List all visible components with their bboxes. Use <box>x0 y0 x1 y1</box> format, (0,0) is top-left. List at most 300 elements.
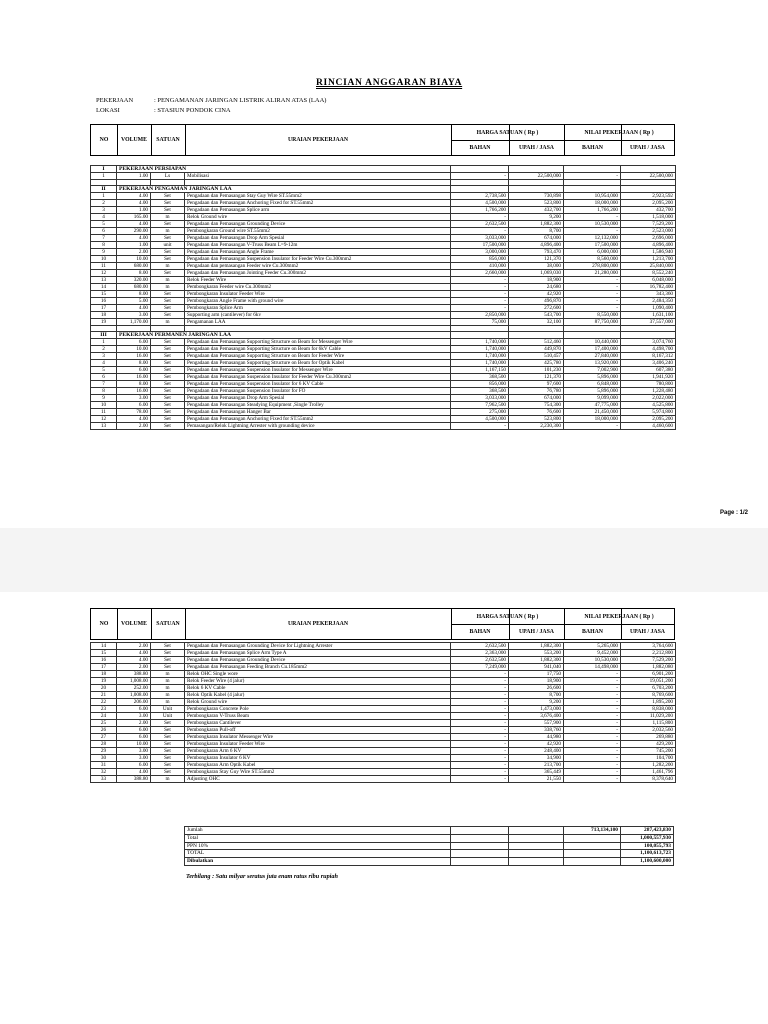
nilai-upah: 8,838,000 <box>621 706 676 713</box>
item-volume: 680.00 <box>117 263 151 270</box>
nilai-bahan: - <box>564 720 621 727</box>
nilai-bahan: 17,500,000 <box>564 242 621 249</box>
item-number: 33 <box>91 776 117 783</box>
item-volume: 4.00 <box>117 235 151 242</box>
harga-upah: 18,900 <box>509 678 564 685</box>
summary-table <box>184 826 674 866</box>
nilai-bahan: - <box>564 228 621 235</box>
nilai-bahan: 9,099,000 <box>564 395 621 402</box>
item-description: Pengadaan dan Pemasangan Splice Arm Type A <box>185 650 451 657</box>
nilai-bahan: - <box>564 173 621 180</box>
nilai-upah: 269,880 <box>621 734 676 741</box>
item-volume: 1.00 <box>117 173 151 180</box>
nilai-upah: 2,022,000 <box>621 395 676 402</box>
nilai-bahan: 21,280,000 <box>564 270 621 277</box>
item-unit: m <box>151 692 185 699</box>
item-unit: Unit <box>151 713 185 720</box>
jumlah-bahan-value: 713,134,100 <box>564 827 621 835</box>
harga-upah: 42,920 <box>509 291 564 298</box>
harga-bahan: 75,000 <box>451 319 509 326</box>
table-row <box>91 193 676 200</box>
table-row <box>91 353 676 360</box>
harga-upah: 8,700 <box>509 692 564 699</box>
harga-bahan: - <box>451 769 509 776</box>
item-description: Pembongkaran Feeder wire Cu.300mm2 <box>185 284 451 291</box>
nilai-upah: 6,901,200 <box>621 671 676 678</box>
meta-label-lokasi: LOKASI <box>96 107 120 114</box>
nilai-bahan: - <box>564 277 621 284</box>
item-unit: Set <box>151 193 185 200</box>
nilai-bahan: - <box>564 692 621 699</box>
item-volume: 206.00 <box>117 699 151 706</box>
item-number: 14 <box>91 284 117 291</box>
harga-bahan: - <box>451 284 509 291</box>
item-description: Pengadaan dan Pemasangan Hanger Bar <box>185 409 451 416</box>
nilai-upah: 607,380 <box>621 367 676 374</box>
harga-bahan: - <box>451 214 509 221</box>
item-volume: 1,008.00 <box>117 692 151 699</box>
item-volume: 2.00 <box>117 664 151 671</box>
item-description: Pengadaan dan Pemasangan Steadying Equipment ,Single Trolley <box>185 402 451 409</box>
item-description: Pengadaan dan Pemasangan Drop Arm Spesial <box>185 395 451 402</box>
harga-bahan: - <box>451 727 509 734</box>
nilai-upah: 7,529,200 <box>621 657 676 664</box>
harga-bahan: 2,632,500 <box>451 643 509 650</box>
table-row <box>91 256 676 263</box>
harga-upah: 213,700 <box>509 762 564 769</box>
harga-bahan: - <box>451 755 509 762</box>
table-row <box>91 678 676 685</box>
item-volume: 8.00 <box>117 270 151 277</box>
item-description: Pembongkaran Arm Optik Kabel <box>185 762 451 769</box>
harga-bahan: - <box>451 741 509 748</box>
table-row <box>91 657 676 664</box>
harga-upah: 557,900 <box>509 720 564 727</box>
harga-bahan: - <box>451 671 509 678</box>
nilai-upah: 1,115,800 <box>621 720 676 727</box>
item-volume: 2.00 <box>117 423 151 430</box>
nilai-upah: 1,282,200 <box>621 762 676 769</box>
item-unit: Set <box>151 360 185 367</box>
item-description: Pembongkaran Arm 6 KV <box>185 748 451 755</box>
harga-bahan: - <box>451 699 509 706</box>
terbilang-text: Terbilang : Satu milyar seratus juta enam ratus ribu rupiah <box>186 873 338 880</box>
table-row <box>91 762 676 769</box>
harga-bahan: - <box>451 228 509 235</box>
item-volume: 6.00 <box>117 706 151 713</box>
nilai-bahan: 8,550,000 <box>564 312 621 319</box>
item-description: Pengadaan dan Pemasangan Anchoring Fixed for ST.55mm2 <box>185 416 451 423</box>
table-row <box>91 692 676 699</box>
harga-upah: 76,780 <box>509 388 564 395</box>
harga-upah: 338,760 <box>509 727 564 734</box>
harga-bahan: 17,500,000 <box>451 242 509 249</box>
item-volume: 1,008.00 <box>117 678 151 685</box>
nilai-upah: 8,167,312 <box>621 353 676 360</box>
item-number: 25 <box>91 720 117 727</box>
harga-upah: 449,870 <box>509 346 564 353</box>
nilai-upah: 37,557,000 <box>621 319 676 326</box>
col-nilai-pekerjaan-header: NILAI PEKERJAAN ( Rp ) <box>584 613 654 620</box>
item-volume: 320.00 <box>117 277 151 284</box>
item-unit: Set <box>151 291 185 298</box>
item-number: 8 <box>91 242 117 249</box>
item-unit: Set <box>151 200 185 207</box>
item-volume: 6.00 <box>117 339 151 346</box>
nilai-bahan: - <box>564 298 621 305</box>
nilai-bahan: 87,750,000 <box>564 319 621 326</box>
item-volume: 1,170.00 <box>117 319 151 326</box>
item-description: Pembongkaran Insulator 6 KV <box>185 755 451 762</box>
grand-total-value: 1,100,613,723 <box>621 850 674 858</box>
harga-bahan: 1,740,000 <box>451 353 509 360</box>
nilai-bahan: - <box>564 727 621 734</box>
document-title: RINCIAN ANGGARAN BIAYA <box>316 78 463 88</box>
item-description: Pembongkaran Insulator Feeder Wire <box>185 291 451 298</box>
table-row <box>91 423 676 430</box>
item-description: Relok 6 KV Cable <box>185 685 451 692</box>
nilai-bahan: 278,800,000 <box>564 263 621 270</box>
item-number: 9 <box>91 395 117 402</box>
nilai-bahan: - <box>564 734 621 741</box>
harga-upah: 38,000 <box>509 263 564 270</box>
harga-bahan: 2,632,500 <box>451 221 509 228</box>
item-number: 16 <box>91 657 117 664</box>
item-unit: Set <box>151 367 185 374</box>
nilai-bahan: 5,265,000 <box>564 643 621 650</box>
item-volume: 4.00 <box>117 193 151 200</box>
nilai-bahan: - <box>564 284 621 291</box>
table-row <box>91 720 676 727</box>
item-description: Pembongkaran Splice Arm <box>185 305 451 312</box>
grand-total-label: TOTAL <box>185 850 451 858</box>
nilai-bahan: - <box>564 291 621 298</box>
table-row <box>91 776 676 783</box>
item-number: 11 <box>91 409 117 416</box>
harga-bahan: - <box>451 173 509 180</box>
nilai-bahan: 10,954,000 <box>564 193 621 200</box>
nilai-bahan: 10,440,000 <box>564 339 621 346</box>
harga-bahan: 856,000 <box>451 381 509 388</box>
item-volume: 3.00 <box>117 755 151 762</box>
nilai-bahan: - <box>564 685 621 692</box>
item-unit: Set <box>151 381 185 388</box>
col-satuan-header: SATUAN <box>156 137 180 143</box>
section-number: II <box>91 186 117 193</box>
harga-bahan: - <box>451 720 509 727</box>
harga-upah: 523,800 <box>509 200 564 207</box>
item-volume: 680.00 <box>117 284 151 291</box>
item-number: 9 <box>91 249 117 256</box>
harga-upah: 793,470 <box>509 249 564 256</box>
nilai-upah: 780,800 <box>621 381 676 388</box>
item-description: Pemasangan/Relok Lightning Arrester with grounding device <box>185 423 451 430</box>
harga-upah: 1,882,300 <box>509 643 564 650</box>
nilai-bahan: 18,000,000 <box>564 200 621 207</box>
table-row <box>91 346 676 353</box>
item-number: 12 <box>91 416 117 423</box>
jumlah-label: Jumlah <box>185 827 451 835</box>
col-upah-header: UPAH / JASA <box>630 144 665 151</box>
item-number: 3 <box>91 207 117 214</box>
nilai-upah: 1,461,796 <box>621 769 676 776</box>
item-description: Pembongkaran V-Truss Beam <box>185 713 451 720</box>
harga-upah: 272,600 <box>509 305 564 312</box>
item-number: 29 <box>91 748 117 755</box>
item-unit: Set <box>151 643 185 650</box>
table-row <box>91 235 676 242</box>
col-no-header: NO <box>99 137 109 143</box>
table-row <box>91 214 676 221</box>
nilai-bahan: 1,766,200 <box>564 207 621 214</box>
nilai-bahan: 10,530,000 <box>564 657 621 664</box>
harga-upah: 248,400 <box>509 748 564 755</box>
item-unit: Set <box>151 409 185 416</box>
nilai-upah: 1,882,080 <box>621 664 676 671</box>
table-row <box>91 748 676 755</box>
item-description: Pengadaan dan Pemasangan Supporting Structure on Beam for Messenger Wire <box>185 339 451 346</box>
harga-upah: 432,700 <box>509 207 564 214</box>
harga-upah: 1,069,030 <box>509 270 564 277</box>
item-number: 10 <box>91 256 117 263</box>
item-description: Relok Ground wire <box>185 699 451 706</box>
item-unit: Set <box>151 374 185 381</box>
harga-bahan: 856,000 <box>451 256 509 263</box>
item-number: 20 <box>91 685 117 692</box>
item-description: Supporting arm (cantilever) for 6kv <box>185 312 451 319</box>
item-number: 2 <box>91 200 117 207</box>
item-description: Pengadaan dan Pemasangan Supporting Structure on Beam for Feeder Wire <box>185 353 451 360</box>
col-bahan-header: BAHAN <box>469 628 491 635</box>
item-description: Pengadaan dan Pemasangan Drop Arm Spesial <box>185 235 451 242</box>
item-description: Relok OHC Single wore <box>185 671 451 678</box>
document-page-2 <box>0 592 768 1024</box>
table-row <box>91 769 676 776</box>
table-row <box>91 402 676 409</box>
harga-upah: 34,900 <box>509 755 564 762</box>
item-volume: 6.00 <box>117 734 151 741</box>
harga-upah: 512,460 <box>509 339 564 346</box>
harga-bahan: 1,740,000 <box>451 346 509 353</box>
item-volume: 3.00 <box>117 395 151 402</box>
item-volume: 4.00 <box>117 416 151 423</box>
item-description: Pengadaan dan Pemasangan Grounding Device <box>185 221 451 228</box>
nilai-bahan: - <box>564 678 621 685</box>
ppn-label: PPN 10% <box>185 842 451 850</box>
harga-bahan: 3,033,000 <box>451 235 509 242</box>
item-unit: m <box>151 214 185 221</box>
nilai-bahan: 7,002,900 <box>564 367 621 374</box>
item-unit: m <box>151 228 185 235</box>
harga-upah: 553,200 <box>509 650 564 657</box>
nilai-bahan: - <box>564 699 621 706</box>
item-unit: Set <box>151 762 185 769</box>
nilai-bahan: 5,896,000 <box>564 374 621 381</box>
item-unit: Set <box>151 734 185 741</box>
item-description: Mobilisasi <box>185 173 451 180</box>
table-row <box>91 284 676 291</box>
ppn-value: 100,055,793 <box>621 842 674 850</box>
nilai-bahan: 13,920,000 <box>564 360 621 367</box>
nilai-bahan: - <box>564 755 621 762</box>
item-description: Pengadaan dan pemasangan Feeder wire Cu.300mm2 <box>185 263 451 270</box>
col-bahan-header: BAHAN <box>582 628 603 635</box>
nilai-bahan: 12,132,000 <box>564 235 621 242</box>
item-number: 6 <box>91 228 117 235</box>
harga-bahan: - <box>451 423 509 430</box>
item-unit: Set <box>151 748 185 755</box>
item-number: 10 <box>91 402 117 409</box>
item-description: Pengadaan dan Pemasangan Suspension Insulator for 6 KV Cable <box>185 381 451 388</box>
item-description: Pengadaan dan Pemasangan V-Truss Beam L=9-12m <box>185 242 451 249</box>
item-number: 21 <box>91 692 117 699</box>
harga-bahan: - <box>451 734 509 741</box>
nilai-bahan: 47,775,000 <box>564 402 621 409</box>
item-number: 4 <box>91 360 117 367</box>
col-no-header: NO <box>99 621 109 627</box>
section-title: PEKERJAAN PENGAMAN JARINGAN LAA <box>117 186 451 193</box>
col-upah-header: UPAH / JASA <box>519 144 554 151</box>
item-unit: Set <box>151 727 185 734</box>
table-row <box>91 360 676 367</box>
col-bahan-header: BAHAN <box>582 144 603 151</box>
nilai-upah: 16,782,400 <box>621 284 676 291</box>
nilai-bahan: - <box>564 214 621 221</box>
item-unit: Set <box>151 416 185 423</box>
item-description: Relok Feeder Wire <box>185 277 451 284</box>
harga-bahan: 4,500,000 <box>451 200 509 207</box>
item-number: 13 <box>91 277 117 284</box>
item-volume: 6.00 <box>117 762 151 769</box>
item-description: Relok Feeder Wire (4 jalur) <box>185 678 451 685</box>
meta-value-pekerjaan: : PENGAMANAN JARINGAN LISTRIK ALIRAN ATAS (LAA) <box>154 97 327 104</box>
meta-value-lokasi: : STASIUN PONDOK CINA <box>154 107 231 114</box>
total-value: 1,000,557,930 <box>621 834 674 842</box>
item-number: 6 <box>91 374 117 381</box>
harga-upah: 44,980 <box>509 734 564 741</box>
item-number: 4 <box>91 214 117 221</box>
item-volume: 1.00 <box>117 207 151 214</box>
nilai-upah: 1,518,000 <box>621 214 676 221</box>
item-volume: 10.00 <box>117 346 151 353</box>
item-unit: m <box>151 319 185 326</box>
item-number: 31 <box>91 762 117 769</box>
table-row <box>91 228 676 235</box>
nilai-bahan: - <box>564 748 621 755</box>
nilai-bahan: 8,560,000 <box>564 256 621 263</box>
table-row <box>91 305 676 312</box>
item-volume: 290.00 <box>117 228 151 235</box>
table-row <box>91 291 676 298</box>
item-unit: Set <box>151 720 185 727</box>
item-volume: 1.00 <box>117 242 151 249</box>
item-unit: Set <box>151 755 185 762</box>
harga-bahan: 2,660,000 <box>451 270 509 277</box>
nilai-bahan: - <box>564 423 621 430</box>
item-volume: 6.00 <box>117 727 151 734</box>
item-volume: 6.00 <box>117 402 151 409</box>
harga-upah: 9,200 <box>509 699 564 706</box>
item-number: 5 <box>91 221 117 228</box>
col-volume-header: VOLUME <box>121 137 147 143</box>
nilai-upah: 1,631,100 <box>621 312 676 319</box>
item-description: Pembongkaran Pull-off <box>185 727 451 734</box>
item-number: 7 <box>91 381 117 388</box>
col-uraian-header: URAIAN PEKERJAAN <box>287 621 349 627</box>
harga-upah: 42,920 <box>509 741 564 748</box>
item-volume: 4.00 <box>117 650 151 657</box>
item-unit: m <box>151 699 185 706</box>
nilai-upah: 1,941,920 <box>621 374 676 381</box>
page-number: Page : 1/2 <box>720 510 749 516</box>
harga-upah: 730,898 <box>509 193 564 200</box>
table-row <box>91 207 676 214</box>
item-volume: 4.00 <box>117 200 151 207</box>
item-number: 28 <box>91 741 117 748</box>
harga-upah: 941,040 <box>509 664 564 671</box>
nilai-bahan: - <box>564 713 621 720</box>
item-number: 3 <box>91 353 117 360</box>
table-row <box>91 741 676 748</box>
item-volume: 16.00 <box>117 353 151 360</box>
nilai-bahan: - <box>564 706 621 713</box>
harga-bahan: 1,740,000 <box>451 339 509 346</box>
item-number: 18 <box>91 671 117 678</box>
harga-bahan: 2,363,000 <box>451 650 509 657</box>
nilai-upah: 432,700 <box>621 207 676 214</box>
item-unit: Set <box>151 388 185 395</box>
harga-upah: 1,473,000 <box>509 706 564 713</box>
table-row <box>91 298 676 305</box>
harga-upah: 425,780 <box>509 360 564 367</box>
item-description: Pengadaan dan Pemasangan Stay Guy Wire ST.55mm2 <box>185 193 451 200</box>
nilai-upah: 5,974,800 <box>621 409 676 416</box>
item-description: Pengadaan dan Pemasangan Suspension Insulator for Messenger Wire <box>185 367 451 374</box>
nilai-upah: 4,525,800 <box>621 402 676 409</box>
nilai-upah: 1,213,700 <box>621 256 676 263</box>
table-row <box>91 699 676 706</box>
item-unit: Set <box>151 395 185 402</box>
nilai-upah: 6,048,000 <box>621 277 676 284</box>
item-unit: Unit <box>151 706 185 713</box>
item-number: 26 <box>91 727 117 734</box>
item-description: Pengadaan dan Pemasangan Supporting Structure on Beam for 6kV Cable <box>185 346 451 353</box>
col-harga-satuan-header: HARGA SATUAN ( Rp ) <box>476 129 539 136</box>
item-unit: m <box>151 277 185 284</box>
section-number: I <box>91 166 117 173</box>
nilai-upah: 6,703,200 <box>621 685 676 692</box>
item-volume: 4.00 <box>117 657 151 664</box>
nilai-upah: 8,552,240 <box>621 270 676 277</box>
nilai-bahan: 6,000,000 <box>564 249 621 256</box>
item-number: 15 <box>91 650 117 657</box>
item-description: Pembongkaran Ground wire ST.55mm2 <box>185 228 451 235</box>
cost-table-page-2 <box>90 642 676 783</box>
harga-upah: 754,300 <box>509 402 564 409</box>
item-number: 32 <box>91 769 117 776</box>
harga-bahan: 4,500,000 <box>451 416 509 423</box>
item-unit: Set <box>151 235 185 242</box>
harga-upah: 1,882,300 <box>509 221 564 228</box>
col-uraian-header: URAIAN PEKERJAAN <box>287 137 349 143</box>
nilai-upah: 11,029,200 <box>621 713 676 720</box>
item-volume: 4.00 <box>117 769 151 776</box>
item-unit: m <box>151 685 185 692</box>
table-row <box>91 200 676 207</box>
item-volume: 6.00 <box>117 367 151 374</box>
harga-bahan: 368,500 <box>451 388 509 395</box>
nilai-bahan: 10,530,000 <box>564 221 621 228</box>
